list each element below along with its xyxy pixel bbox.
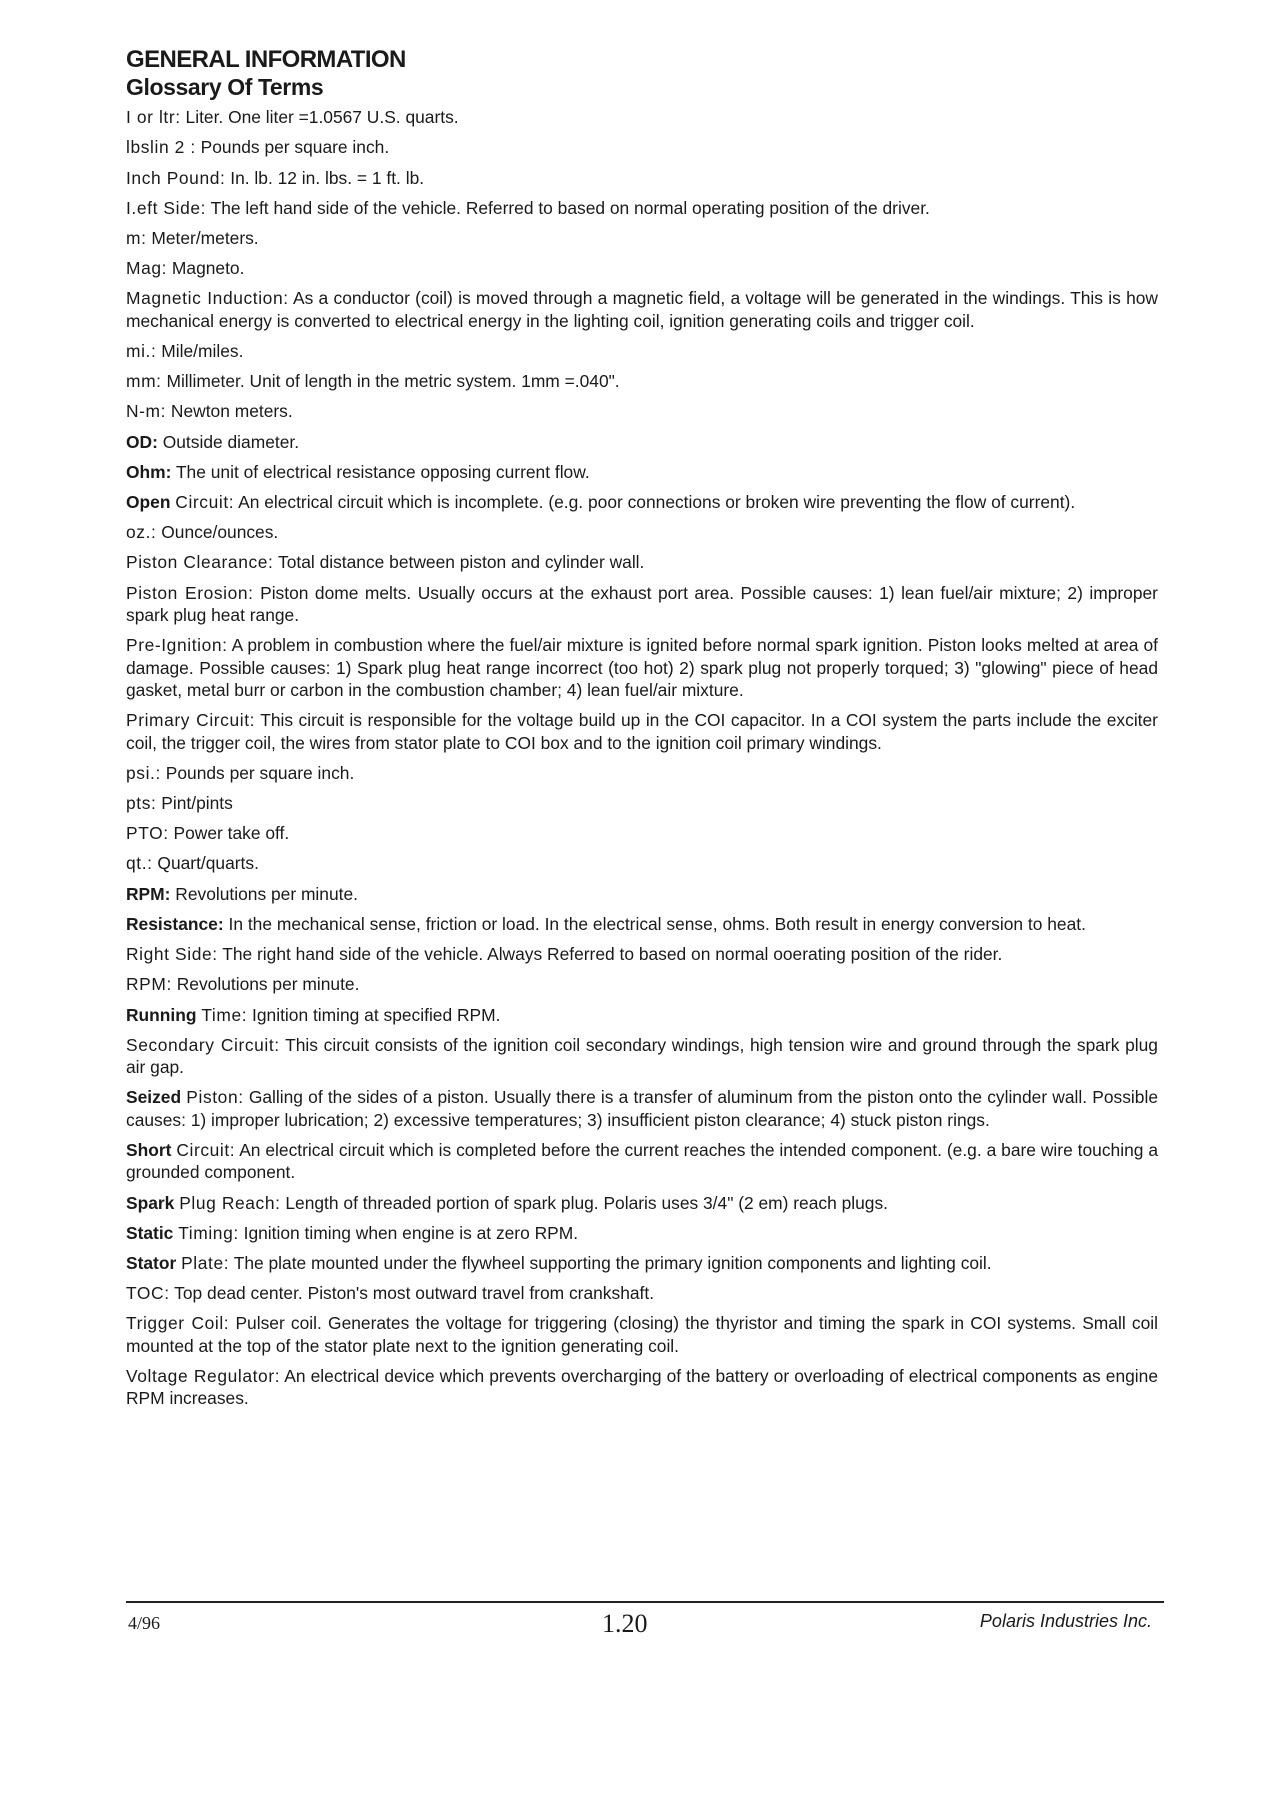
glossary-term: Secondary Circuit:	[126, 1034, 280, 1055]
glossary-term-suffix: Circuit:	[176, 1139, 236, 1160]
glossary-term: Short	[126, 1139, 172, 1160]
glossary-entry	[126, 1252, 1158, 1274]
glossary-definition: Liter. One liter =1.0567 U.S. quarts.	[185, 107, 459, 128]
glossary-term: mi.:	[126, 341, 157, 362]
glossary-entry	[126, 287, 1158, 332]
glossary-term: Resistance:	[126, 913, 224, 934]
glossary-definition: As a conductor (coil) is moved through a magnetic field, a voltage will be generated in the windings. This is how mechanical energy is converted to electrical energy in the lighting coil, ignition generating coils and trigger coil.	[126, 288, 1158, 331]
glossary-term: Inch Pound:	[126, 167, 226, 188]
glossary-entry	[126, 709, 1158, 754]
glossary-definition: Pint/pints	[161, 793, 233, 814]
glossary-term: Seized	[126, 1087, 182, 1108]
glossary-term-suffix: Time:	[201, 1004, 248, 1025]
glossary-term: PTO:	[126, 823, 169, 844]
glossary-term: RPM:	[126, 883, 171, 904]
glossary-entry	[126, 1004, 1158, 1026]
glossary-term: Static	[126, 1222, 174, 1243]
glossary-definition: In. lb. 12 in. lbs. = 1 ft. lb.	[230, 167, 425, 188]
glossary-term: qt.:	[126, 853, 153, 874]
glossary-term: Magnetic Induction:	[126, 288, 289, 309]
glossary-entry	[126, 1312, 1158, 1357]
glossary-term: RPM:	[126, 974, 172, 995]
glossary-definition: A problem in combustion where the fuel/air mixture is ignited before normal spark ignition. Piston looks melted at area of damage. Possible causes: 1) Spark plug heat range incorrect (too hot) 2) spark plug not properly torqued; 3) "glowing" piece of head gasket, metal burr or carbon in the combustion chamber; 4) lean fuel/air mixture.	[126, 635, 1158, 701]
glossary-entry	[126, 1222, 1158, 1244]
section-subtitle: Glossary Of Terms	[126, 73, 324, 100]
glossary-definition: Power take off.	[173, 823, 290, 844]
glossary-term: I.eft Side:	[126, 197, 207, 218]
glossary-term: Piston Clearance:	[126, 552, 274, 573]
glossary-entry	[126, 1365, 1158, 1410]
glossary-term: Pre-Ignition:	[126, 635, 228, 656]
glossary-definition: In the mechanical sense, friction or load. In the electrical sense, ohms. Both result in energy conversion to heat.	[228, 913, 1086, 934]
glossary-entry	[126, 1192, 1158, 1214]
glossary-term-suffix: Plate:	[181, 1252, 230, 1273]
glossary-entry	[126, 136, 1158, 158]
glossary-entry	[126, 1034, 1158, 1079]
glossary-entry	[126, 883, 1158, 905]
glossary-definition: Magneto.	[171, 258, 245, 279]
glossary-entry	[126, 1282, 1158, 1304]
footer-date: 4/96	[128, 1613, 161, 1633]
glossary-definition: An electrical circuit which is completed before the current reaches the intended component. (e.g. a bare wire touching a grounded component.	[126, 1139, 1158, 1183]
section-title: GENERAL INFORMATION	[126, 46, 406, 73]
glossary-definition: This circuit is responsible for the voltage build up in the COI capacitor. In a COI system the parts include the exciter coil, the trigger coil, the wires from stator plate to COI box and to the ignition coil primary windings.	[126, 710, 1158, 753]
glossary-definition: Length of threaded portion of spark plug. Polaris uses 3/4" (2 em) reach plugs.	[285, 1192, 889, 1213]
page-footer	[126, 1601, 1164, 1643]
glossary-entry	[126, 491, 1158, 513]
glossary-definition: Revolutions per minute.	[176, 974, 360, 995]
glossary-entry	[126, 461, 1158, 483]
glossary-entry	[126, 582, 1158, 627]
glossary-definition: Total distance between piston and cylinder wall.	[278, 552, 645, 573]
glossary-entry	[126, 257, 1158, 279]
glossary-definition: This circuit consists of the ignition coil secondary windings, high tension wire and ground through the spark plug air gap.	[126, 1034, 1158, 1078]
glossary-term: pts:	[126, 793, 157, 814]
glossary-definition: Ignition timing when engine is at zero RPM.	[243, 1222, 579, 1243]
glossary-definition: The right hand side of the vehicle. Always Referred to based on normal ooerating position of the rider.	[222, 944, 1003, 965]
glossary-entry	[126, 370, 1158, 392]
glossary-entry	[126, 634, 1158, 701]
glossary-definition: Ignition timing at specified RPM.	[252, 1004, 501, 1025]
glossary-term: oz.:	[126, 522, 157, 543]
glossary-entry	[126, 197, 1158, 219]
glossary-definition: Millimeter. Unit of length in the metric system. 1mm =.040".	[166, 371, 620, 392]
glossary-definition: Pounds per square inch.	[165, 762, 355, 783]
glossary-list	[126, 106, 1158, 1410]
glossary-term: psi.:	[126, 762, 161, 783]
glossary-entry	[126, 1139, 1158, 1184]
glossary-definition: An electrical device which prevents overcharging of the battery or overloading of electrical components as engine RPM increases.	[126, 1365, 1158, 1409]
glossary-entry	[126, 431, 1158, 453]
glossary-term: Mag:	[126, 258, 168, 279]
glossary-definition: Piston dome melts. Usually occurs at the exhaust port area. Possible causes: 1) lean fuel/air mixture; 2) improper spark plug heat range.	[126, 582, 1158, 626]
glossary-entry	[126, 913, 1158, 935]
glossary-entry	[126, 973, 1158, 995]
glossary-entry	[126, 822, 1158, 844]
glossary-entry	[126, 106, 1158, 128]
glossary-term-suffix: Piston:	[186, 1087, 244, 1108]
glossary-term-suffix: Timing:	[178, 1222, 239, 1243]
glossary-definition: The unit of electrical resistance opposing current flow.	[175, 461, 590, 482]
glossary-entry	[126, 1086, 1158, 1131]
glossary-term-suffix: Circuit:	[175, 492, 235, 513]
glossary-term: m:	[126, 228, 147, 248]
glossary-definition: Pulser coil. Generates the voltage for triggering (closing) the thyristor and timing the spark in COI systems. Small coil mounted at the top of the stator plate next to the ignition generating coil.	[126, 1313, 1158, 1356]
glossary-term: Piston Erosion:	[126, 582, 254, 603]
glossary-definition: Mile/miles.	[161, 341, 244, 362]
glossary-definition: An electrical circuit which is incomplete. (e.g. poor connections or broken wire preventing the flow of current).	[238, 492, 1076, 513]
glossary-definition: Top dead center. Piston's most outward travel from crankshaft.	[174, 1283, 655, 1304]
glossary-term: Ohm:	[126, 461, 172, 482]
glossary-entry	[126, 400, 1158, 422]
glossary-entry	[126, 551, 1158, 573]
footer-page-number: 1.20	[602, 1609, 648, 1638]
glossary-term: mm:	[126, 371, 162, 392]
glossary-definition: Galling of the sides of a piston. Usually there is a transfer of aluminum from the piston onto the cylinder wall. Possible causes: 1) improper lubrication; 2) excessive temperatures; 3) insufficient piston clearance; 4) stuck piston rings.	[126, 1087, 1158, 1130]
glossary-definition: Newton meters.	[170, 401, 293, 422]
glossary-definition: The plate mounted under the flywheel supporting the primary ignition components and lighting coil.	[233, 1252, 992, 1273]
glossary-definition: Outside diameter.	[162, 431, 300, 452]
glossary-definition: Pounds per square inch.	[200, 137, 390, 158]
glossary-term: Running	[126, 1004, 197, 1025]
glossary-term: Spark	[126, 1192, 175, 1213]
glossary-entry	[126, 340, 1158, 362]
glossary-term: lbslin 2 :	[126, 137, 196, 158]
glossary-term: I or ltr:	[126, 107, 181, 128]
glossary-term: Trigger Coil:	[126, 1313, 230, 1334]
glossary-entry	[126, 521, 1158, 543]
document-page	[126, 46, 1158, 1418]
glossary-definition: Quart/quarts.	[157, 853, 259, 874]
glossary-term: Stator	[126, 1252, 177, 1273]
glossary-term: TOC:	[126, 1283, 170, 1304]
glossary-entry	[126, 792, 1158, 814]
glossary-entry	[126, 167, 1158, 189]
glossary-term: Open	[126, 492, 171, 513]
glossary-entry	[126, 943, 1158, 965]
glossary-entry	[126, 852, 1158, 874]
glossary-term: Right Side:	[126, 944, 218, 965]
glossary-definition: Meter/meters.	[151, 228, 259, 248]
glossary-definition: Ounce/ounces.	[161, 522, 279, 543]
glossary-entry	[126, 762, 1158, 784]
glossary-entry	[126, 227, 1158, 249]
glossary-term: OD:	[126, 431, 158, 452]
glossary-definition: Revolutions per minute.	[175, 883, 358, 904]
glossary-term: Primary Circuit:	[126, 710, 256, 731]
footer-company: Polaris Industries Inc.	[979, 1611, 1152, 1631]
glossary-term: N-m:	[126, 401, 167, 422]
glossary-definition: The left hand side of the vehicle. Referred to based on normal operating position of the driver.	[210, 197, 930, 218]
glossary-term-suffix: Plug Reach:	[179, 1192, 281, 1213]
glossary-term: Voltage Regulator:	[126, 1365, 281, 1386]
